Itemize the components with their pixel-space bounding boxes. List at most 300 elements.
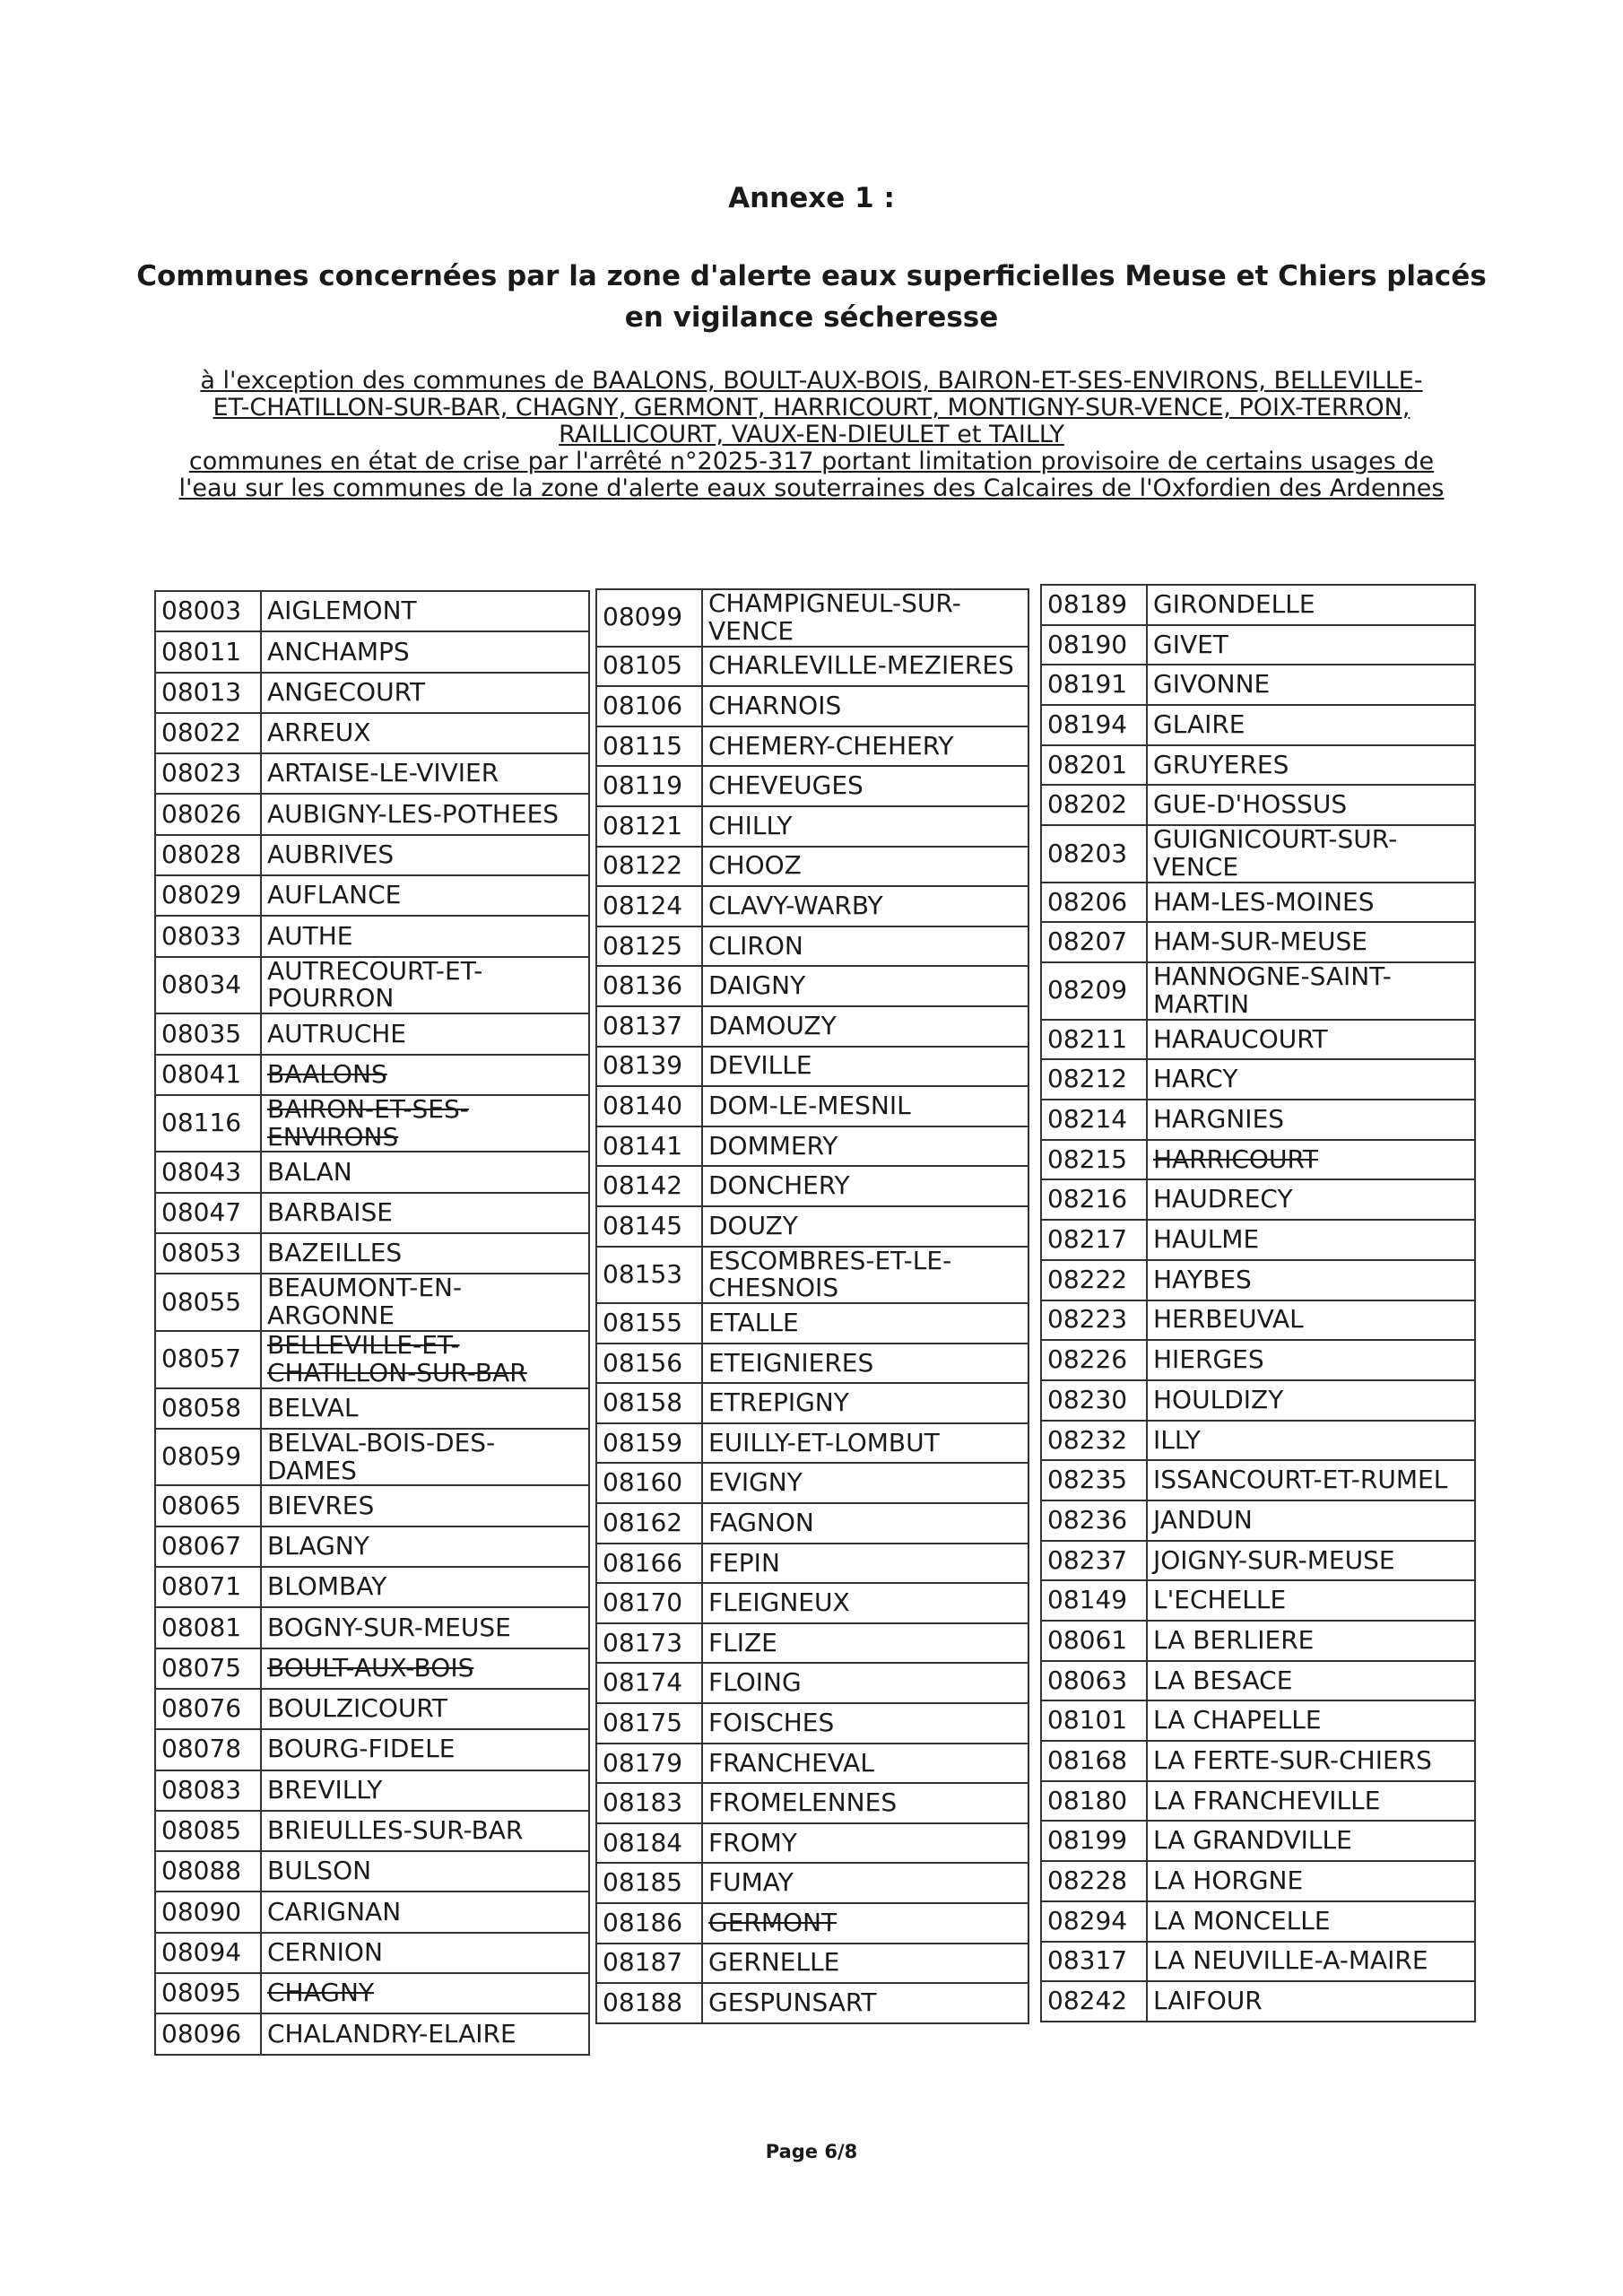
commune-code: 08141 — [596, 1126, 702, 1167]
note-line: communes en état de crise par l'arrêté n°2025-317 portant limitation provisoire de certains usages de — [188, 448, 1435, 475]
commune-code: 08156 — [596, 1344, 702, 1384]
table-row — [1041, 1100, 1475, 1140]
commune-name: ISSANCOURT-ET-RUMEL — [1147, 1460, 1475, 1500]
commune-code: 08190 — [1041, 625, 1147, 665]
table-row — [1041, 1140, 1475, 1180]
commune-name: FAGNON — [702, 1503, 1028, 1544]
table-row — [155, 631, 589, 672]
commune-code: 08149 — [1041, 1580, 1147, 1621]
table-row — [596, 1206, 1028, 1247]
commune-name: FLEIGNEUX — [702, 1583, 1028, 1623]
commune-code: 08083 — [155, 1770, 261, 1811]
commune-code: 08136 — [596, 966, 702, 1006]
table-row — [1041, 825, 1475, 883]
table-row — [155, 1095, 589, 1152]
table-row — [155, 835, 589, 875]
commune-name: AUTRECOURT-ET-POURRON — [261, 957, 589, 1014]
commune-name: AUTRUCHE — [261, 1013, 589, 1054]
commune-code: 08078 — [155, 1729, 261, 1770]
table-row — [155, 1607, 589, 1648]
commune-name: CHALANDRY-ELAIRE — [261, 2013, 589, 2054]
commune-name: L'ECHELLE — [1147, 1580, 1475, 1621]
commune-code: 08189 — [1041, 585, 1147, 625]
note-line: ET-CHATILLON-SUR-BAR, CHAGNY, GERMONT, HARRICOURT, MONTIGNY-SUR-VENCE, POIX-TERRON, — [213, 394, 1410, 422]
commune-code: 08184 — [596, 1823, 702, 1864]
commune-code: 08175 — [596, 1703, 702, 1744]
commune-name: ANGECOURT — [261, 673, 589, 713]
commune-name: AUBIGNY-LES-POTHEES — [261, 794, 589, 834]
table-row — [1041, 1981, 1475, 2022]
commune-code: 08183 — [596, 1783, 702, 1823]
table-row — [1041, 665, 1475, 705]
table-row — [155, 875, 589, 916]
commune-name: ARREUX — [261, 713, 589, 753]
table-row — [155, 1388, 589, 1429]
table-row — [1041, 785, 1475, 825]
commune-name: LA HORGNE — [1147, 1861, 1475, 1901]
commune-name: FRANCHEVAL — [702, 1744, 1028, 1784]
commune-code: 08153 — [596, 1247, 702, 1304]
note-line: l'eau sur les communes de la zone d'alerte eaux souterraines des Calcaires de l'Oxfordien des Ardennes — [178, 474, 1445, 502]
table-row — [155, 1973, 589, 2013]
commune-code: 08124 — [596, 886, 702, 926]
commune-code: 08121 — [596, 806, 702, 847]
commune-name: LA FRANCHEVILLE — [1147, 1781, 1475, 1822]
commune-code: 08186 — [596, 1903, 702, 1944]
commune-name: CERNION — [261, 1933, 589, 1973]
note-line: RAILLICOURT, VAUX-EN-DIEULET et TAILLY — [559, 421, 1064, 448]
commune-code: 08160 — [596, 1463, 702, 1503]
table-row — [1041, 1220, 1475, 1260]
commune-name-struck: BAALONS — [261, 1055, 589, 1095]
commune-name: HANNOGNE-SAINT-MARTIN — [1147, 962, 1475, 1020]
commune-code: 08065 — [155, 1485, 261, 1526]
table-row — [596, 1544, 1028, 1584]
commune-code: 08317 — [1041, 1942, 1147, 1982]
table-row — [596, 1166, 1028, 1206]
table-row — [1041, 705, 1475, 745]
table-row — [1041, 1500, 1475, 1541]
commune-name: HAYBES — [1147, 1260, 1475, 1300]
table-row — [155, 1233, 589, 1274]
commune-name: BELVAL-BOIS-DES-DAMES — [261, 1429, 589, 1486]
commune-name: CHEVEUGES — [702, 766, 1028, 806]
commune-code: 08035 — [155, 1013, 261, 1054]
commune-name: EUILLY-ET-LOMBUT — [702, 1423, 1028, 1464]
table-row — [1041, 1741, 1475, 1781]
commune-code: 08173 — [596, 1623, 702, 1664]
commune-name: GUIGNICOURT-SUR-VENCE — [1147, 825, 1475, 883]
table-row — [1041, 1340, 1475, 1380]
commune-name: GIRONDELLE — [1147, 585, 1475, 625]
table-row — [1041, 585, 1475, 625]
commune-name: HAULME — [1147, 1220, 1475, 1260]
commune-name: JOIGNY-SUR-MEUSE — [1147, 1541, 1475, 1581]
commune-code: 08187 — [596, 1944, 702, 1984]
commune-code: 08180 — [1041, 1781, 1147, 1822]
commune-code: 08047 — [155, 1193, 261, 1233]
commune-name: JANDUN — [1147, 1500, 1475, 1541]
table-row — [155, 1331, 589, 1388]
table-row — [155, 1689, 589, 1729]
commune-name: BEAUMONT-EN-ARGONNE — [261, 1274, 589, 1331]
table-row — [155, 1485, 589, 1526]
commune-name: BIEVRES — [261, 1485, 589, 1526]
commune-name: AUTHE — [261, 916, 589, 956]
commune-code: 08145 — [596, 1206, 702, 1247]
table-row — [1041, 1179, 1475, 1220]
table-row — [596, 966, 1028, 1006]
commune-code: 08170 — [596, 1583, 702, 1623]
table-row — [1041, 1781, 1475, 1822]
commune-code: 08022 — [155, 713, 261, 753]
commune-code: 08185 — [596, 1863, 702, 1903]
commune-name: CHARLEVILLE-MEZIERES — [702, 647, 1028, 687]
commune-code: 08222 — [1041, 1260, 1147, 1300]
commune-code: 08055 — [155, 1274, 261, 1331]
table-row — [596, 1463, 1028, 1503]
commune-code: 08209 — [1041, 962, 1147, 1020]
commune-name: GIVONNE — [1147, 665, 1475, 705]
table-row — [155, 1892, 589, 1932]
commune-code: 08188 — [596, 1983, 702, 2023]
commune-name: EVIGNY — [702, 1463, 1028, 1503]
commune-code: 08029 — [155, 875, 261, 916]
table-row — [1041, 1020, 1475, 1060]
commune-code: 08162 — [596, 1503, 702, 1544]
commune-code: 08013 — [155, 673, 261, 713]
commune-code: 08206 — [1041, 883, 1147, 923]
commune-code: 08191 — [1041, 665, 1147, 705]
table-row — [1041, 745, 1475, 786]
commune-name: GLAIRE — [1147, 705, 1475, 745]
table-row — [596, 1623, 1028, 1664]
commune-code: 08034 — [155, 957, 261, 1014]
commune-code: 08119 — [596, 766, 702, 806]
communes-table-col-2 — [595, 588, 1029, 2024]
commune-code: 08028 — [155, 835, 261, 875]
table-row — [155, 1152, 589, 1192]
table-row — [596, 1383, 1028, 1423]
commune-code: 08033 — [155, 916, 261, 956]
commune-name: ETEIGNIERES — [702, 1344, 1028, 1384]
commune-name: CHAMPIGNEUL-SUR-VENCE — [702, 589, 1028, 647]
commune-name: ANCHAMPS — [261, 631, 589, 672]
table-row — [596, 1823, 1028, 1864]
page-number: Page 6/8 — [765, 2141, 858, 2162]
table-row — [155, 1770, 589, 1811]
table-row — [596, 1744, 1028, 1784]
table-row — [1041, 1260, 1475, 1300]
table-row — [1041, 922, 1475, 962]
commune-name: FLOING — [702, 1663, 1028, 1703]
commune-code: 08059 — [155, 1429, 261, 1486]
table-row — [596, 1423, 1028, 1464]
table-row — [1041, 1380, 1475, 1421]
table-row — [596, 847, 1028, 887]
commune-name: GUE-D'HOSSUS — [1147, 785, 1475, 825]
commune-code: 08159 — [596, 1423, 702, 1464]
commune-name: DOMMERY — [702, 1126, 1028, 1167]
commune-code: 08203 — [1041, 825, 1147, 883]
commune-name: FUMAY — [702, 1863, 1028, 1903]
table-row — [596, 1303, 1028, 1344]
commune-code: 08125 — [596, 926, 702, 967]
commune-code: 08228 — [1041, 1861, 1147, 1901]
table-row — [1041, 1901, 1475, 1942]
commune-name: BLOMBAY — [261, 1567, 589, 1607]
commune-code: 08166 — [596, 1544, 702, 1584]
commune-code: 08088 — [155, 1851, 261, 1892]
table-row — [155, 1851, 589, 1892]
commune-name: DAIGNY — [702, 966, 1028, 1006]
commune-code: 08023 — [155, 753, 261, 794]
commune-name: AUBRIVES — [261, 835, 589, 875]
commune-name: DONCHERY — [702, 1166, 1028, 1206]
table-row — [596, 726, 1028, 767]
commune-name-struck: CHAGNY — [261, 1973, 589, 2013]
table-row — [155, 1729, 589, 1770]
commune-name: DEVILLE — [702, 1047, 1028, 1087]
commune-name: ESCOMBRES-ET-LE-CHESNOIS — [702, 1247, 1028, 1304]
commune-code: 08026 — [155, 794, 261, 834]
table-row — [1041, 1300, 1475, 1341]
commune-name: ILLY — [1147, 1421, 1475, 1461]
commune-name: HAM-LES-MOINES — [1147, 883, 1475, 923]
commune-name-struck: BOULT-AUX-BOIS — [261, 1648, 589, 1689]
commune-name: HARCY — [1147, 1059, 1475, 1100]
commune-code: 08137 — [596, 1006, 702, 1047]
commune-name-struck: BELLEVILLE-ET-CHATILLON-SUR-BAR — [261, 1331, 589, 1388]
commune-code: 08003 — [155, 591, 261, 631]
table-row — [1041, 1059, 1475, 1100]
table-row — [155, 957, 589, 1014]
commune-name: HAUDRECY — [1147, 1179, 1475, 1220]
table-row — [155, 1933, 589, 1973]
table-row — [155, 713, 589, 753]
table-row — [1041, 1661, 1475, 1701]
commune-name: BOGNY-SUR-MEUSE — [261, 1607, 589, 1648]
commune-name: DOUZY — [702, 1206, 1028, 1247]
commune-code: 08174 — [596, 1663, 702, 1703]
table-row — [155, 1567, 589, 1607]
commune-code: 08106 — [596, 686, 702, 726]
commune-name: GIVET — [1147, 625, 1475, 665]
commune-code: 08223 — [1041, 1300, 1147, 1341]
commune-code: 08237 — [1041, 1541, 1147, 1581]
commune-code: 08095 — [155, 1973, 261, 2013]
commune-code: 08071 — [155, 1567, 261, 1607]
table-row — [596, 886, 1028, 926]
table-row — [596, 1006, 1028, 1047]
commune-code: 08122 — [596, 847, 702, 887]
table-row — [155, 1429, 589, 1486]
commune-name: AUFLANCE — [261, 875, 589, 916]
commune-name: BLAGNY — [261, 1526, 589, 1567]
commune-code: 08202 — [1041, 785, 1147, 825]
commune-name: LA NEUVILLE-A-MAIRE — [1147, 1942, 1475, 1982]
table-row — [155, 753, 589, 794]
table-row — [1041, 962, 1475, 1020]
table-row — [155, 673, 589, 713]
commune-name: BALAN — [261, 1152, 589, 1192]
table-row — [596, 1583, 1028, 1623]
table-row — [1041, 1861, 1475, 1901]
commune-name: BRIEULLES-SUR-BAR — [261, 1811, 589, 1851]
commune-code: 08158 — [596, 1383, 702, 1423]
commune-name: CARIGNAN — [261, 1892, 589, 1932]
commune-code: 08232 — [1041, 1421, 1147, 1461]
commune-code: 08199 — [1041, 1821, 1147, 1861]
commune-name-struck: GERMONT — [702, 1903, 1028, 1944]
table-row — [596, 1047, 1028, 1087]
commune-code: 08139 — [596, 1047, 702, 1087]
commune-code: 08063 — [1041, 1661, 1147, 1701]
table-row — [596, 806, 1028, 847]
commune-name: HIERGES — [1147, 1340, 1475, 1380]
note-line: à l'exception des communes de BAALONS, BOULT-AUX-BOIS, BAIRON-ET-SES-ENVIRONS, BELLEVILLE- — [200, 367, 1423, 395]
commune-code: 08179 — [596, 1744, 702, 1784]
commune-name: GERNELLE — [702, 1944, 1028, 1984]
table-row — [1041, 1942, 1475, 1982]
table-row — [155, 2013, 589, 2054]
table-row — [155, 1526, 589, 1567]
commune-name: LA BERLIERE — [1147, 1621, 1475, 1661]
table-row — [155, 1648, 589, 1689]
commune-code: 08207 — [1041, 922, 1147, 962]
commune-code: 08061 — [1041, 1621, 1147, 1661]
table-row — [155, 794, 589, 834]
table-row — [155, 1811, 589, 1851]
commune-code: 08242 — [1041, 1981, 1147, 2022]
commune-name: FLIZE — [702, 1623, 1028, 1664]
commune-code: 08214 — [1041, 1100, 1147, 1140]
commune-name: CHARNOIS — [702, 686, 1028, 726]
commune-name: HERBEUVAL — [1147, 1300, 1475, 1341]
table-row — [1041, 1700, 1475, 1741]
commune-code: 08053 — [155, 1233, 261, 1274]
commune-name: ETREPIGNY — [702, 1383, 1028, 1423]
commune-code: 08101 — [1041, 1700, 1147, 1741]
table-row — [596, 1944, 1028, 1984]
commune-code: 08217 — [1041, 1220, 1147, 1260]
exception-note — [135, 368, 1488, 502]
commune-name: ETALLE — [702, 1303, 1028, 1344]
commune-name: BAZEILLES — [261, 1233, 589, 1274]
commune-name: BULSON — [261, 1851, 589, 1892]
commune-code: 08011 — [155, 631, 261, 672]
table-row — [596, 589, 1028, 647]
table-row — [596, 766, 1028, 806]
commune-code: 08168 — [1041, 1741, 1147, 1781]
table-row — [596, 1903, 1028, 1944]
commune-code: 08099 — [596, 589, 702, 647]
commune-code: 08057 — [155, 1331, 261, 1388]
commune-name: CHOOZ — [702, 847, 1028, 887]
commune-code: 08194 — [1041, 705, 1147, 745]
commune-name: BARBAISE — [261, 1193, 589, 1233]
commune-code: 08115 — [596, 726, 702, 767]
commune-name: CLAVY-WARBY — [702, 886, 1028, 926]
commune-name: BOULZICOURT — [261, 1689, 589, 1729]
commune-name-struck: HARRICOURT — [1147, 1140, 1475, 1180]
commune-name: FOISCHES — [702, 1703, 1028, 1744]
table-row — [155, 1193, 589, 1233]
table-row — [596, 926, 1028, 967]
table-row — [596, 1247, 1028, 1304]
commune-name: FROMY — [702, 1823, 1028, 1864]
commune-name: AIGLEMONT — [261, 591, 589, 631]
table-row — [1041, 1460, 1475, 1500]
commune-code: 08230 — [1041, 1380, 1147, 1421]
table-row — [155, 1055, 589, 1095]
commune-code: 08105 — [596, 647, 702, 687]
communes-table-col-1 — [154, 590, 590, 2056]
commune-name: HARAUCOURT — [1147, 1020, 1475, 1060]
commune-code: 08085 — [155, 1811, 261, 1851]
commune-code: 08215 — [1041, 1140, 1147, 1180]
table-row — [596, 1086, 1028, 1126]
table-row — [1041, 625, 1475, 665]
commune-code: 08236 — [1041, 1500, 1147, 1541]
commune-name: BOURG-FIDELE — [261, 1729, 589, 1770]
commune-code: 08294 — [1041, 1901, 1147, 1942]
commune-name: FEPIN — [702, 1544, 1028, 1584]
commune-name: BELVAL — [261, 1388, 589, 1429]
commune-code: 08076 — [155, 1689, 261, 1729]
table-row — [155, 1274, 589, 1331]
commune-name: GESPUNSART — [702, 1983, 1028, 2023]
commune-name: DOM-LE-MESNIL — [702, 1086, 1028, 1126]
table-row — [155, 1013, 589, 1054]
table-row — [1041, 1821, 1475, 1861]
page-title: Annexe 1 : — [728, 182, 895, 214]
commune-code: 08094 — [155, 1933, 261, 1973]
table-row — [596, 647, 1028, 687]
table-row — [1041, 1621, 1475, 1661]
table-row — [596, 686, 1028, 726]
commune-name: FROMELENNES — [702, 1783, 1028, 1823]
table-row — [596, 1863, 1028, 1903]
commune-code: 08235 — [1041, 1460, 1147, 1500]
commune-code: 08142 — [596, 1166, 702, 1206]
table-row — [596, 1663, 1028, 1703]
commune-name: LAIFOUR — [1147, 1981, 1475, 2022]
table-row — [1041, 1580, 1475, 1621]
table-row — [596, 1126, 1028, 1167]
commune-name: HOULDIZY — [1147, 1380, 1475, 1421]
commune-code: 08211 — [1041, 1020, 1147, 1060]
table-row — [596, 1344, 1028, 1384]
commune-code: 08067 — [155, 1526, 261, 1567]
commune-name: ARTAISE-LE-VIVIER — [261, 753, 589, 794]
commune-code: 08216 — [1041, 1179, 1147, 1220]
table-row — [155, 916, 589, 956]
table-row — [596, 1703, 1028, 1744]
commune-name: HARGNIES — [1147, 1100, 1475, 1140]
commune-name: CHILLY — [702, 806, 1028, 847]
commune-name: LA CHAPELLE — [1147, 1700, 1475, 1741]
commune-code: 08041 — [155, 1055, 261, 1095]
commune-name: CHEMERY-CHEHERY — [702, 726, 1028, 767]
commune-name: CLIRON — [702, 926, 1028, 967]
commune-name-struck: BAIRON-ET-SES-ENVIRONS — [261, 1095, 589, 1152]
commune-code: 08226 — [1041, 1340, 1147, 1380]
communes-table-col-3 — [1040, 584, 1476, 2022]
commune-code: 08043 — [155, 1152, 261, 1192]
commune-name: DAMOUZY — [702, 1006, 1028, 1047]
commune-code: 08201 — [1041, 745, 1147, 786]
